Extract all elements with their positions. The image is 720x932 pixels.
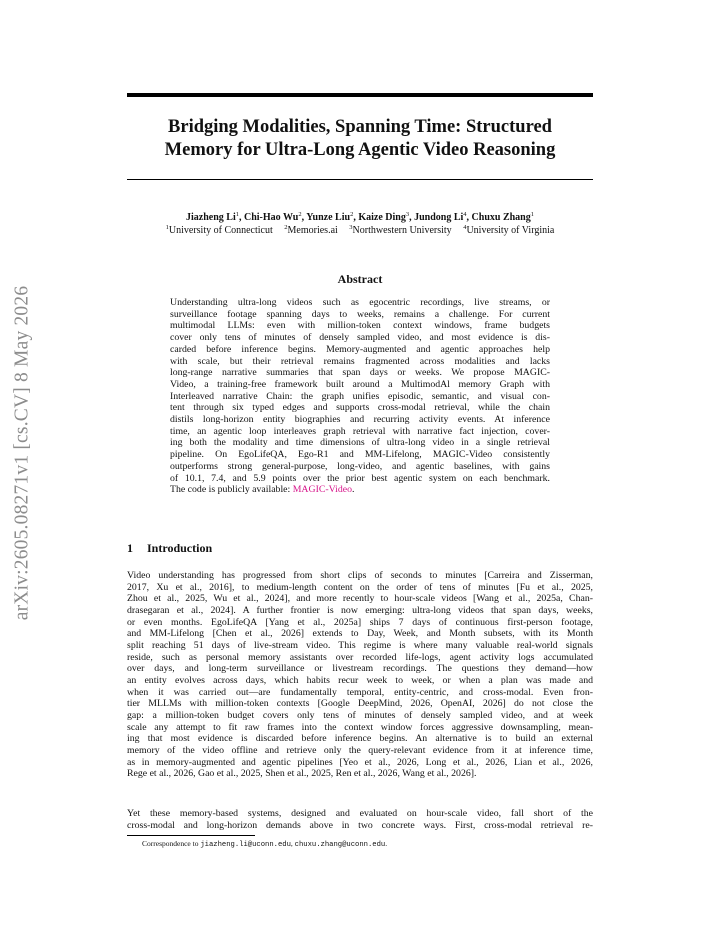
abstract-line: Interleaved narrative Chain: the graph unifies episodic, semantic, and visual con- <box>170 390 550 402</box>
author-affiliation-mark: 2 <box>298 211 302 218</box>
paragraph-line: Video understanding has progressed from short clips of seconds to minutes [Carreira and Zisserman, <box>127 570 593 581</box>
abstract-line: long-range narrative summaries that span days or weeks. We propose MAGIC- <box>170 367 550 379</box>
paragraph-line: reside, such as personal memory assistants over recorded life-logs, agent activity logs accumulated <box>127 651 593 663</box>
affiliation-list <box>120 224 600 237</box>
paragraph-line: ing that most evidence is discarded before inference begins. An alternative is to build an external <box>127 733 593 745</box>
abstract-line-text: The code is publicly available: <box>170 484 293 496</box>
author-affiliation-mark: 1 <box>235 211 239 218</box>
abstract-line: Understanding ultra-long videos such as egocentric recordings, live streams, or <box>170 297 550 308</box>
author-name: Chi-Hao Wu <box>243 212 299 223</box>
paragraph-line: an entity evolves across days, which habits recur week to week, or when a plan was made and <box>127 674 593 686</box>
abstract-body <box>170 297 550 496</box>
author-affiliation-mark: 2 <box>350 211 354 218</box>
author-affiliation-mark: 1 <box>530 211 534 218</box>
abstract-line: carded before inference begins. Memory-augmented and agentic approaches help <box>170 343 550 355</box>
affiliation-number: 4 <box>463 224 467 231</box>
paper-title <box>127 116 593 162</box>
abstract-line: time, an agentic loop interleaves graph retrieval with narrative fact injection, cover- <box>170 425 550 437</box>
title-bottom-rule <box>127 179 593 180</box>
affiliation-name: University of Connecticut <box>168 225 273 236</box>
intro-paragraph <box>127 570 593 780</box>
footnote-prefix: Correspondence to <box>142 839 201 848</box>
code-link[interactable]: MAGIC-Video <box>292 484 352 496</box>
paragraph-line: Rege et al., 2026, Gao et al., 2025, Shen et al., 2025, Ren et al., 2026, Wang et al., 2026]. <box>127 768 477 780</box>
author-affiliation-mark: 4 <box>463 211 467 218</box>
paragraph-line: split reaching 51 days of live-stream video. This regime is where many valuable real-world signals <box>127 639 593 651</box>
correspondence-footnote <box>142 839 387 850</box>
footnote-suffix: . <box>385 839 388 848</box>
abstract-line: tent through six typed edges and supports cross-modal retrieval, while the chain <box>170 402 550 414</box>
paragraph-line: over days, and long-term surveillance or livestream recordings. The questions they demand—how <box>127 663 593 675</box>
affiliation-number: 3 <box>349 224 353 231</box>
arxiv-identifier-stamp: arXiv:2605.08271v1 [cs.CV] 8 May 2026 <box>11 285 32 621</box>
abstract-line: of 10.1, 7.4, and 5.9 points over the prior best agentic system on each benchmark. <box>170 472 550 484</box>
footnote-rule <box>127 835 255 836</box>
author-name: Yunze Liu <box>306 212 351 223</box>
abstract-line: outperforms strong general-purpose, long-video, and agentic baselines, with gains <box>170 460 550 472</box>
paragraph-line: as in memory-augmented and agentic pipelines [Yeo et al., 2026, Long et al., 2026, Lian et al., 2026, <box>127 756 593 768</box>
abstract-line: surveillance footage spanning days to weeks, remains a challenge. For current <box>170 308 550 320</box>
abstract-line: ing both the modality and time dimensions of ultra-long video in a single retrieval <box>170 437 550 449</box>
affiliation-name: University of Virginia <box>466 225 555 236</box>
paragraph-line: Yet these memory-based systems, designed and evaluated on hour-scale video, fall short of the <box>127 808 593 819</box>
author-name: Chuxu Zhang <box>471 212 531 223</box>
author-affiliation-mark: 3 <box>405 211 410 218</box>
paragraph-line: gap: a million-token budget covers only tens of minutes of densely sampled video, and at week <box>127 709 593 721</box>
paragraph-line: when it was carried out—are fundamentally temporal, entity-centric, and cross-modal. Even fron- <box>127 686 593 698</box>
title-top-rule <box>127 93 593 97</box>
abstract-line: with scale, but their retrieval remains fragmented across modalities and lacks <box>170 355 550 367</box>
affiliation-number: 2 <box>284 224 288 231</box>
abstract-line: multimodal LLMs: even with million-token context windows, frame budgets <box>170 320 550 332</box>
paragraph-line: 2017, Xu et al., 2016], to medium-length content on the order of tens of minutes [Fu et al., 2025, <box>127 581 593 593</box>
email-link[interactable]: jiazheng.li@uconn.edu <box>200 841 291 849</box>
footnote-separator: , <box>290 839 295 848</box>
affiliation-name: Northwestern University <box>352 225 452 236</box>
paragraph-line: cross-modal and long-horizon demands above in two concrete ways. First, cross-modal retrieval re- <box>127 819 593 831</box>
abstract-line: distils long-horizon entity biographies and recurring activity events. At inference <box>170 414 550 426</box>
section-heading-introduction <box>127 541 212 556</box>
paragraph-line: or even months. EgoLifeQA [Yang et al., 2025a] ships 7 days of continuous first-person footage, <box>127 616 593 628</box>
title-line: Memory for Ultra-Long Agentic Video Reasoning <box>164 140 556 160</box>
paragraph-line: drasegaran et al., 2024]. A further frontier is now emerging: ultra-long videos that span days, weeks, <box>127 604 593 616</box>
affiliation-name: Memories.ai <box>287 225 338 236</box>
author-name: Kaize Ding <box>358 212 406 223</box>
paragraph-line: memory of the video offline and retrieve only the query-relevant evidence from it at inference time, <box>127 744 593 756</box>
abstract-line: pipeline. On EgoLifeQA, Ego-R1 and MM-Lifelong, MAGIC-Video consistently <box>170 449 550 461</box>
abstract-line: The code is publicly available: MAGIC-Video. <box>170 484 355 496</box>
author-list: Jiazheng Li$^1$, Chi-Hao Wu$^2$, Yunze Liu$^2$, Kaize Ding$^3$, Jundong Li$^4$, Chuxu Zhang$^1$ <box>186 211 534 223</box>
section-number: 1 <box>127 541 133 555</box>
paragraph-line: and MM-Lifelong [Chen et al., 2026] extends to Day, Week, and Month subsets, with its Month <box>127 628 593 640</box>
abstract-heading: Abstract <box>337 272 383 286</box>
intro-paragraph <box>127 808 593 831</box>
paragraph-line: tier MLLMs with million-token contexts [Google DeepMind, 2026, OpenAI, 2026] do not close the <box>127 698 593 710</box>
author-name: Jundong Li <box>414 212 464 223</box>
section-title: Introduction <box>147 541 213 555</box>
paragraph-line: Zhou et al., 2025, Wu et al., 2024], and more recently to hour-scale videos [Wang et al., 2025a, Chan- <box>127 593 593 605</box>
abstract-line: Video, a training-free framework built around a MultimodAl memory Graph with <box>170 378 550 390</box>
affiliation-number: 1 <box>165 224 169 231</box>
title-line: Bridging Modalities, Spanning Time: Structured <box>168 117 552 137</box>
paragraph-line: scale any attempt to fit raw frames into the context window forces aggressive downsampling, mean- <box>127 721 593 733</box>
author-name: Jiazheng Li <box>186 212 236 223</box>
abstract-line: cover only tens of minutes of densely sampled video, and most evidence is dis- <box>170 332 550 344</box>
email-link[interactable]: chuxu.zhang@uconn.edu <box>294 841 386 849</box>
